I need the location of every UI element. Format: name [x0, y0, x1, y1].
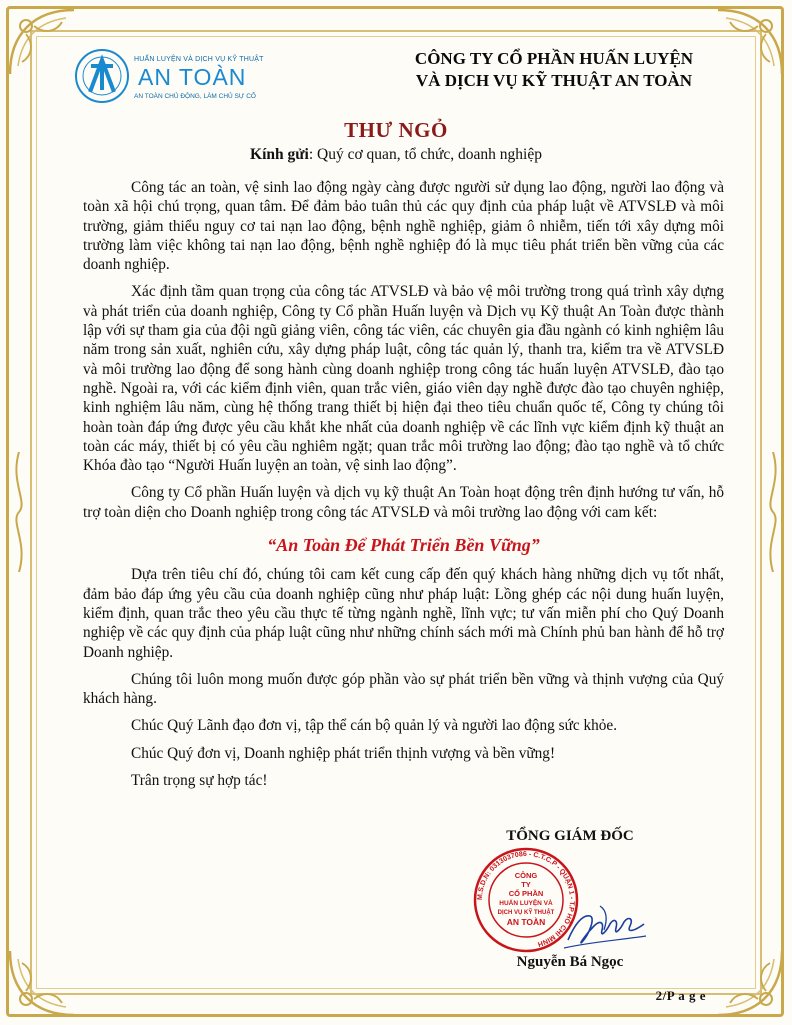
logo-name: AN TOÀN [138, 64, 247, 90]
logo-emblem-icon [74, 48, 130, 104]
svg-text:DỊCH VỤ KỸ THUẬT: DỊCH VỤ KỸ THUẬT [497, 910, 555, 916]
logo-tagline-top: HUẤN LUYỆN VÀ DỊCH VỤ KỸ THUẬT [134, 56, 264, 63]
company-logo [74, 42, 264, 104]
greeting-recipient: : Quý cơ quan, tổ chức, doanh nghiệp [308, 146, 542, 163]
company-motto: “An Toàn Để Phát Triển Bền Vững” [267, 535, 540, 556]
svg-text:TY: TY [521, 880, 531, 889]
greeting-label: Kính gửi [250, 146, 309, 163]
company-name-line1: CÔNG TY CỔ PHẦN HUẤN LUYỆN [414, 49, 694, 68]
paragraph: Dựa trên tiêu chí đó, chúng tôi cam kết cung cấp đến quý khách hàng những dịch vụ tốt nhất, đảm bảo đáp ứng yêu cầu của doanh nghiệp cũng như pháp luật: Lồng ghép các nội dung huấn luyện, kiểm định, quan trắc theo yêu cầu thực tế từng ngành nghề, lĩnh vực; tư vấn miễn phí cho Quý Doanh nghiệp về các quy định của pháp luật cũng như những chính sách mới mà Chính phủ ban hành để hỗ trợ Doanh nghiệp. [83, 566, 724, 661]
letter-body [83, 178, 724, 798]
signatory-position: TỔNG GIÁM ĐỐC [506, 828, 634, 844]
corner-ornament [708, 941, 788, 1021]
paragraph: Công ty Cổ phần Huấn luyện và dịch vụ kỹ thuật An Toàn hoạt động trên định hướng tư vấn, hỗ trợ toàn diện cho Doanh nghiệp trong công tác ATVSLĐ và môi trường lao động với cam kết: [83, 484, 724, 521]
svg-text:M.S.D.N: 0313037086 - C.T.C.P: M.S.D.N: 0313037086 - C.T.C.P - QUẬN 1 - T.P HỒ CHÍ MINH [476, 850, 576, 948]
paragraph: Công tác an toàn, vệ sinh lao động ngày càng được người sử dụng lao động, người lao động và toàn xã hội chú trọng, quan tâm. Để đảm bảo tuân thủ các quy định của pháp luật về ATVSLĐ và môi trường, giảm thiểu nguy cơ tai nạn lao động, bệnh nghề nghiệp, giảm ô nhiễm, tiến tới xây dựng môi trường làm việc không tai nạn lao động, bệnh nghề nghiệp đó là mục tiêu phát triển bền vững của các doanh nghiệp. [83, 179, 724, 274]
side-ornament [762, 452, 784, 572]
corner-ornament [4, 941, 84, 1021]
svg-text:HUẤN LUYỆN VÀ: HUẤN LUYỆN VÀ [499, 900, 553, 907]
signatory-name: Nguyễn Bá Ngọc [516, 954, 624, 970]
letter-greeting [0, 146, 792, 164]
company-name-line2: VÀ DỊCH VỤ KỸ THUẬT AN TOÀN [415, 71, 693, 90]
side-ornament [8, 452, 30, 572]
page-number: 2/P a g e [655, 988, 706, 1003]
paragraph: Chúc Quý đơn vị, Doanh nghiệp phát triển thịnh vượng và bền vững! [131, 744, 556, 762]
company-name [384, 48, 724, 92]
svg-text:CỔ PHẦN: CỔ PHẦN [508, 889, 544, 898]
letter-title: THƯ NGỎ [344, 118, 448, 142]
handwritten-signature [560, 896, 650, 956]
svg-text:AN TOÀN: AN TOÀN [506, 917, 546, 927]
letterhead [74, 42, 724, 108]
paragraph: Chúc Quý Lãnh đạo đơn vị, tập thể cán bộ quản lý và người lao động sức khỏe. [131, 717, 618, 735]
paragraph: Trân trọng sự hợp tác! [131, 772, 268, 790]
logo-slogan: AN TOÀN CHỦ ĐỘNG, LÀM CHỦ SỰ CỐ [134, 93, 256, 100]
svg-text:CÔNG: CÔNG [514, 871, 538, 880]
paragraph: Xác định tầm quan trọng của công tác ATVSLĐ và bảo vệ môi trường trong quá trình xây dựng và phát triển của doanh nghiệp, Công ty Cổ phần Huấn luyện và Dịch vụ Kỹ thuật An Toàn được thành lập với sự tham gia của đội ngũ giảng viên, công tác viên, các chuyên gia đầu ngành có kinh nghiệm lâu năm trong sản xuất, nghiên cứu, xây dựng pháp luật, công tác quản lý, thanh tra, kiểm tra về ATVSLĐ và môi trường lao động để song hành cùng doanh nghiệp trong công tác huấn luyện ATVSLĐ, đào tạo nghề. Ngoài ra, với các kiểm định viên, quan trắc viên, giáo viên dạy nghề được đào tạo chuyên nghiệp, kinh nghiệm lâu năm, cùng hệ thống trang thiết bị hiện đại theo tiêu chuẩn quốc tế, Công ty chúng tôi hoàn toàn đáp ứng được yêu cầu khắt khe nhất của doanh nghiệp về các lĩnh vực kiểm định kỹ thuật an toàn các máy, thiết bị có yêu cầu nghiêm ngặt; quan trắc môi trường lao động; đào tạo nghề và tổ chức Khóa đào tạo “Người Huấn luyện an toàn, vệ sinh lao động”. [83, 283, 724, 475]
corner-ornament [4, 4, 84, 84]
paragraph: Chúng tôi luôn mong muốn được góp phần vào sự phát triển bền vững và thịnh vượng của Quý khách hàng. [83, 670, 724, 708]
